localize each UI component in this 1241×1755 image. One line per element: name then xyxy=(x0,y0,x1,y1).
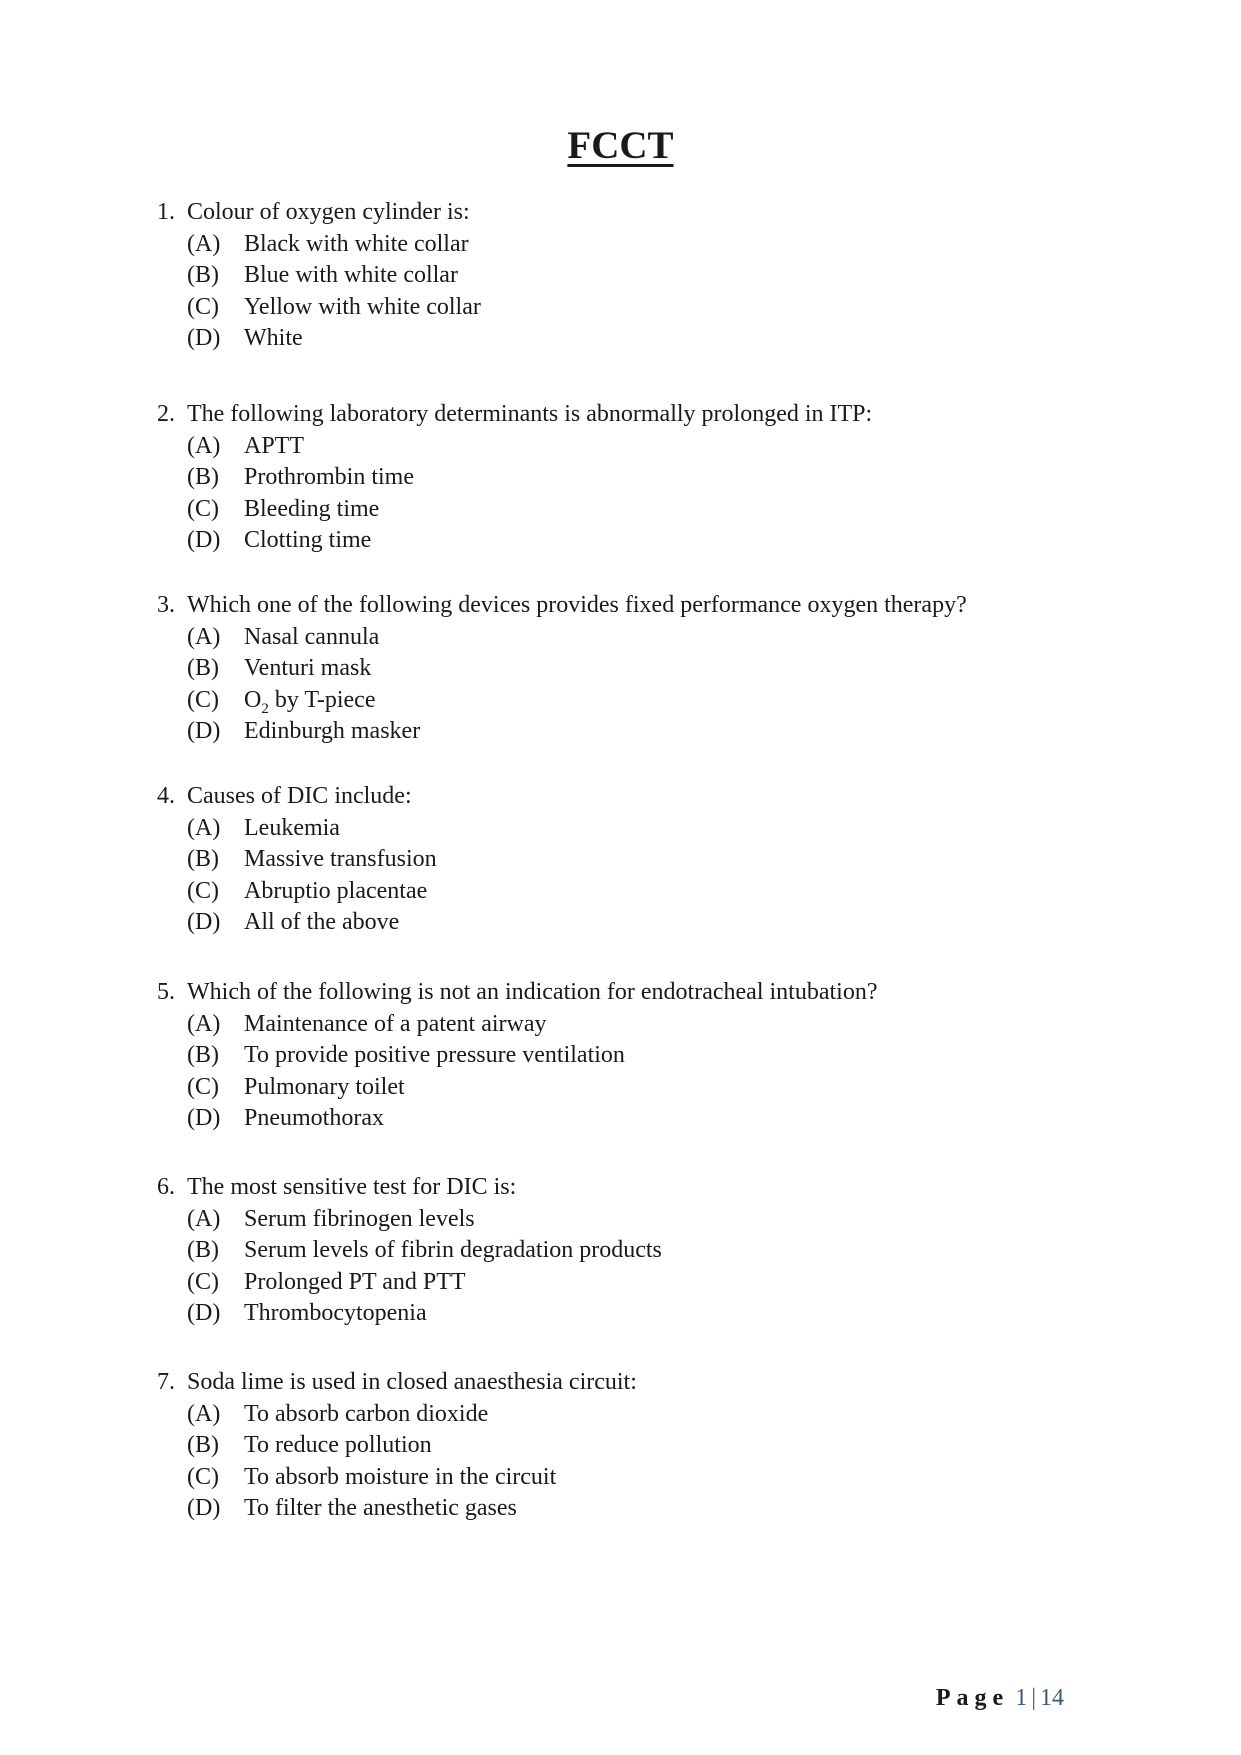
question-7 xyxy=(157,1366,1117,1524)
question-stem xyxy=(157,1171,1117,1204)
option-text: All of the above xyxy=(244,908,400,935)
option-letter: (B) xyxy=(187,464,219,491)
page-separator: | xyxy=(1031,1685,1036,1711)
option-d xyxy=(157,907,1117,938)
option-a xyxy=(157,1399,1117,1430)
question-stem xyxy=(157,398,1117,431)
question-stem xyxy=(157,196,1117,229)
question-stem xyxy=(157,1366,1117,1399)
option-text: White xyxy=(244,324,303,351)
page-number: 1 xyxy=(1015,1685,1028,1711)
option-letter: (C) xyxy=(187,686,219,713)
option-letter: (D) xyxy=(187,1299,221,1326)
option-letter: (C) xyxy=(187,877,219,904)
question-2 xyxy=(157,398,1117,556)
question-3 xyxy=(157,589,1117,747)
option-text: Clotting time xyxy=(244,526,372,553)
option-letter: (D) xyxy=(187,324,221,351)
option-text: To filter the anesthetic gases xyxy=(244,1494,517,1521)
option-text: To provide positive pressure ventilation xyxy=(244,1042,625,1069)
option-text: Bleeding time xyxy=(244,495,380,522)
question-number: 5. xyxy=(157,979,175,1005)
option-text: Maintenance of a patent airway xyxy=(244,1011,547,1037)
option-letter: (A) xyxy=(187,1206,221,1232)
option-b xyxy=(157,462,1117,493)
option-c xyxy=(157,1267,1117,1298)
option-text: To absorb moisture in the circuit xyxy=(244,1463,557,1490)
option-letter: (B) xyxy=(187,1237,219,1264)
option-b xyxy=(157,844,1117,875)
option-text: Abruptio placentae xyxy=(244,877,428,904)
oxygen-subscript: 2 xyxy=(261,700,269,717)
question-text: Soda lime is used in closed anaesthesia circuit: xyxy=(187,1369,637,1395)
option-text: Pulmonary toilet xyxy=(244,1073,405,1100)
option-letter: (B) xyxy=(187,1042,219,1069)
option-d xyxy=(157,716,1117,747)
option-letter: (A) xyxy=(187,433,221,459)
option-b xyxy=(157,1430,1117,1461)
option-text: Venturi mask xyxy=(244,655,372,682)
option-text: Nasal cannula xyxy=(244,624,380,650)
option-letter: (B) xyxy=(187,655,219,682)
option-letter: (A) xyxy=(187,815,221,841)
option-c xyxy=(157,685,1117,716)
option-letter: (B) xyxy=(187,846,219,873)
option-d xyxy=(157,1493,1117,1524)
option-c xyxy=(157,1462,1117,1493)
question-5 xyxy=(157,976,1117,1134)
option-letter: (C) xyxy=(187,293,219,320)
option-letter: (A) xyxy=(187,1401,221,1427)
question-number: 2. xyxy=(157,401,175,427)
question-stem xyxy=(157,780,1117,813)
option-text: Thrombocytopenia xyxy=(244,1299,427,1326)
page-label: Page xyxy=(935,1685,1010,1711)
option-letter: (B) xyxy=(187,1432,219,1459)
option-a xyxy=(157,431,1117,462)
option-letter: (C) xyxy=(187,1073,219,1100)
option-text: Prolonged PT and PTT xyxy=(244,1268,466,1295)
question-6 xyxy=(157,1171,1117,1329)
question-number: 1. xyxy=(157,199,175,225)
question-1 xyxy=(157,196,1117,354)
question-text: Causes of DIC include: xyxy=(187,783,412,809)
option-text: Yellow with white collar xyxy=(244,293,481,320)
page-footer xyxy=(0,1683,1064,1713)
option-letter: (D) xyxy=(187,1494,221,1521)
option-text-suffix: by T-piece xyxy=(268,686,376,713)
option-text: Pneumothorax xyxy=(244,1104,384,1131)
option-text: Blue with white collar xyxy=(244,262,458,289)
option-c xyxy=(157,292,1117,323)
option-b xyxy=(157,1040,1117,1071)
question-text: Which of the following is not an indication for endotracheal intubation? xyxy=(187,979,878,1005)
question-number: 7. xyxy=(157,1369,175,1395)
option-a xyxy=(157,1009,1117,1040)
question-4 xyxy=(157,780,1117,938)
page-total: 14 xyxy=(1040,1685,1064,1711)
option-a xyxy=(157,622,1117,653)
option-d xyxy=(157,1298,1117,1329)
option-letter: (A) xyxy=(187,231,221,257)
option-a xyxy=(157,1204,1117,1235)
question-text: The most sensitive test for DIC is: xyxy=(187,1174,517,1200)
oxygen-symbol: O xyxy=(244,686,262,713)
option-b xyxy=(157,1235,1117,1266)
option-text: To absorb carbon dioxide xyxy=(244,1401,489,1427)
option-letter: (D) xyxy=(187,1104,221,1131)
option-letter: (C) xyxy=(187,1268,219,1295)
question-number: 4. xyxy=(157,783,175,809)
option-letter: (B) xyxy=(187,262,219,289)
option-letter: (D) xyxy=(187,717,221,744)
option-text: Edinburgh masker xyxy=(244,717,421,744)
option-a xyxy=(157,813,1117,844)
question-text: Colour of oxygen cylinder is: xyxy=(187,199,470,225)
page-title: FCCT xyxy=(567,124,674,167)
option-text: Leukemia xyxy=(244,815,340,841)
option-b xyxy=(157,653,1117,684)
question-number: 3. xyxy=(157,592,175,618)
question-stem xyxy=(157,976,1117,1009)
option-d xyxy=(157,525,1117,556)
question-text: The following laboratory determinants is abnormally prolonged in ITP: xyxy=(187,401,873,427)
option-text: Black with white collar xyxy=(244,231,469,257)
option-a xyxy=(157,229,1117,260)
option-c xyxy=(157,494,1117,525)
option-letter: (D) xyxy=(187,908,221,935)
option-c xyxy=(157,876,1117,907)
option-d xyxy=(157,1103,1117,1134)
option-letter: (C) xyxy=(187,1463,219,1490)
option-text: Massive transfusion xyxy=(244,846,437,873)
question-number: 6. xyxy=(157,1174,175,1200)
option-d xyxy=(157,323,1117,354)
option-text: Serum fibrinogen levels xyxy=(244,1206,475,1232)
question-text: Which one of the following devices provides fixed performance oxygen therapy? xyxy=(187,592,967,618)
option-letter: (A) xyxy=(187,624,221,650)
option-c xyxy=(157,1072,1117,1103)
option-text: Serum levels of fibrin degradation products xyxy=(244,1237,662,1264)
option-letter: (C) xyxy=(187,495,219,522)
option-letter: (A) xyxy=(187,1011,221,1037)
option-text: Prothrombin time xyxy=(244,464,414,491)
option-letter: (D) xyxy=(187,526,221,553)
option-text: APTT xyxy=(244,433,304,459)
question-stem xyxy=(157,589,1117,622)
option-text: To reduce pollution xyxy=(244,1432,432,1459)
option-b xyxy=(157,260,1117,291)
option-text xyxy=(244,686,376,717)
